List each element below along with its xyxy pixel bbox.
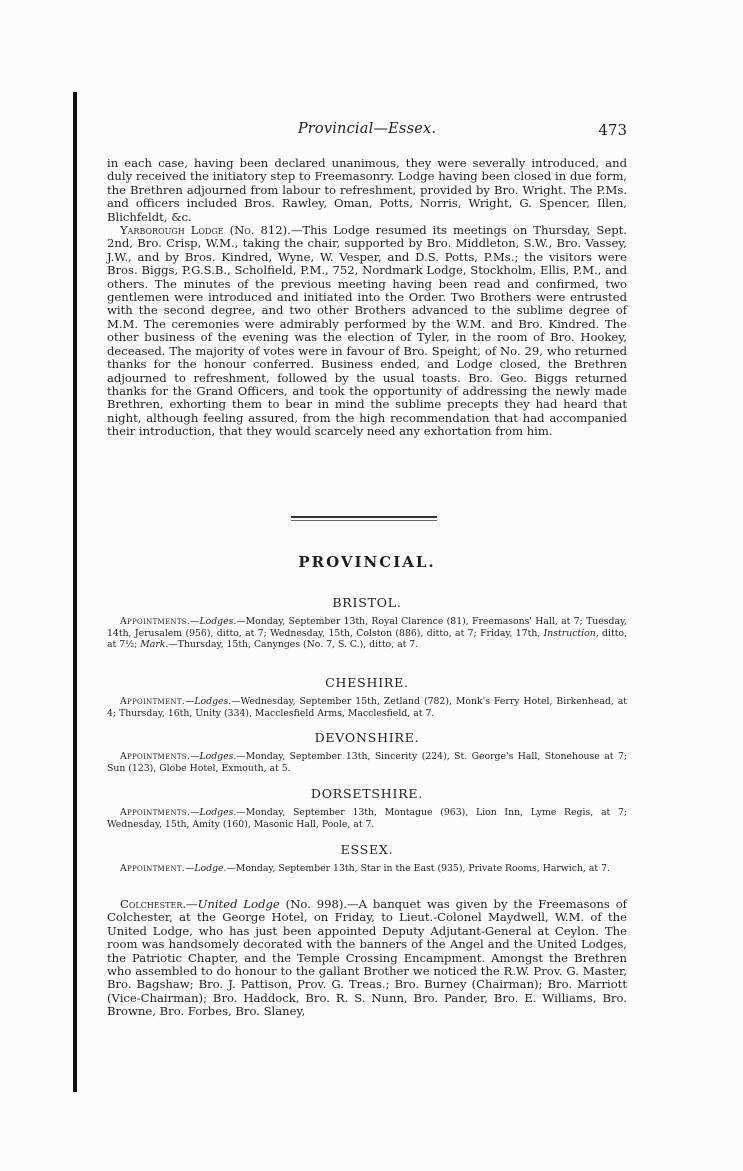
appointments-body: —Wednesday, September 15th, Zetland (782), Monk's Ferry Hotel, Birkenhead, at 4; Thursday, 16th, Unity (334), Macclesfield Arms, Macclesfield, at 7. xyxy=(107,696,627,719)
page-header xyxy=(107,121,627,143)
lodges-label: Lodges. xyxy=(199,751,237,762)
article-body xyxy=(107,157,627,439)
appointments-text: Appointments.—Lodges.—Monday, September 13th, Sincerity (224), St. George's Hall, Stonehouse at 7; Sun (123), Globe Hotel, Exmouth, at 5. xyxy=(107,751,627,774)
paragraph-yarborough xyxy=(107,224,627,439)
colchester-text: (No. 998).—A banquet was given by the Freemasons of Colchester, at the George Hotel, on Friday, to Lieut.-Colonel Maydwell, W.M. of the United Lodge, who has just been appointed Deputy Adjutant-General at Ceylon. The room was handsomely decorated with the banners of the Angel and the United Lodges, the Patriotic Chapter, and the Temple Crossing Encampment. Amongst the Brethren who assembled to do honour to the gallant Brother we noticed the R.W. Prov. G. Master, Bro. Bagshaw; Bro. J. Pattison, Prov. G. Treas.; Bro. Burney (Chairman); Bro. Marriott (Vice-Chairman); Bro. Haddock, Bro. R. S. Nunn, Bro. Pander, Bro. E. Williams, Bro. Browne, Bro. Forbes, Bro. Slaney, xyxy=(107,897,627,1019)
appointments-body-2: ditto, at 7½; xyxy=(107,627,627,651)
appointments-label: Appointment. xyxy=(120,863,186,874)
county-heading: DEVONSHIRE. xyxy=(314,730,420,745)
lodges-label: Lodges. xyxy=(199,807,237,818)
county-bristol xyxy=(107,595,627,651)
county-heading: CHESHIRE. xyxy=(325,675,409,690)
county-essex xyxy=(107,842,627,875)
appointments-label: Appointments. xyxy=(120,751,191,762)
county-cheshire xyxy=(107,675,627,719)
instruction-label: Instruction, xyxy=(543,627,599,639)
lodge-heading: Yarborough Lodge (No. 812). xyxy=(120,223,291,238)
appointments-body-3: —Thursday, 15th, Canynges (No. 7, S. C.), ditto, at 7. xyxy=(168,639,419,651)
margin-rule xyxy=(73,92,77,1092)
county-devonshire xyxy=(107,730,627,774)
section-title: PROVINCIAL. xyxy=(298,553,436,571)
lodges-label: Lodge. xyxy=(194,863,227,874)
appointments-text: Appointments.—Lodges.—Monday, September 13th, Royal Clarence (81), Freemasons' Hall, at 7; Tuesday, 14th, Jerusalem (956), ditto, at 7; Wednesday, 15th, Colston (886), ditto, at 7; Friday, 17th, Instruction, ditto, at 7½; Mark.—Thursday, 15th, Canynges (No. 7, S. C.), ditto, at 7. xyxy=(107,616,627,651)
page-number: 473 xyxy=(598,121,627,139)
appointments-body: —Monday, September 13th, Montague (963), Lion Inn, Lyme Regis, at 7; Wednesday, 15th, Amity (160), Masonic Hall, Poole, at 7. xyxy=(107,807,627,830)
appointments-label: Appointments. xyxy=(120,616,191,627)
appointments-label: Appointment. xyxy=(120,696,186,707)
united-lodge-label: United Lodge xyxy=(197,897,280,911)
colchester-heading: Colchester. xyxy=(120,897,187,911)
county-heading: DORSETSHIRE. xyxy=(310,786,424,801)
paragraph-text: —This Lodge resumed its meetings on Thursday, Sept. 2nd, Bro. Crisp, W.M., taking the chair, supported by Bro. Middleton, S.W., Bro. Vassey, J.W., and by Bros. Kindred, Wyne, W. Vesper, and D.S. Potts, P.Ms.; the visitors were Bros. Biggs, P.G.S.B., Scholfield, P.M., 752, Nordmark Lodge, Stockholm, Ellis, P.M., and others. The minutes of the previous meeting having been read and confirmed, two gentlemen were introduced and initiated into the Order. Two Brothers were entrusted with the second degree, and two other Brothers advanced to the sublime degree of M.M. The ceremonies were admirably performed by the W.M. and Bro. Kindred. The other business of the evening was the election of Tyler, in the room of Bro. Hookey, deceased. The majority of votes were in favour of Bro. Speight, of No. 29, who returned thanks for the honour conferred. Business ended, and Lodge closed, the Brethren adjourned to refreshment, followed by the usual toasts. Bro. Geo. Biggs returned thanks for the Grand Officers, and took the opportunity of addressing the newly made Brethren, exhorting them to bear in mind the sublime precepts they had heard that night, although feeling assured, from the high recommendation that had accompanied their introduction, that they would scarcely need any exhortation from him. xyxy=(107,223,627,439)
appointments-body: —Monday, September 13th, Star in the East (935), Private Rooms, Harwich, at 7. xyxy=(226,863,610,874)
appointments-text: Appointments.—Lodges.—Monday, September 13th, Montague (963), Lion Inn, Lyme Regis, at 7; Wednesday, 15th, Amity (160), Masonic Hall, Poole, at 7. xyxy=(107,807,627,830)
appointments-text: Appointment.—Lodge.—Monday, September 13th, Star in the East (935), Private Rooms, Harwich, at 7. xyxy=(120,863,610,874)
running-title: Provincial—Essex. xyxy=(297,121,437,137)
county-heading: BRISTOL. xyxy=(332,595,402,610)
section-divider xyxy=(291,516,437,521)
county-dorsetshire xyxy=(107,786,627,830)
paragraph-colchester: Colchester.—United Lodge (No. 998).—A banquet was given by the Freemasons of Colchester, at the George Hotel, on Friday, to Lieut.-Colonel Maydwell, W.M. of the United Lodge, who has just been appointed Deputy Adjutant-General at Ceylon. The room was handsomely decorated with the banners of the Angel and the United Lodges, the Patriotic Chapter, and the Temple Crossing Encampment. Amongst the Brethren who assembled to do honour to the gallant Brother we noticed the R.W. Prov. G. Master, Bro. Bagshaw; Bro. J. Pattison, Prov. G. Treas.; Bro. Burney (Chairman); Bro. Marriott (Vice-Chairman); Bro. Haddock, Bro. R. S. Nunn, Bro. Pander, Bro. E. Williams, Bro. Browne, Bro. Forbes, Bro. Slaney, xyxy=(107,897,627,1019)
lodges-label: Lodges. xyxy=(194,696,232,707)
mark-label: Mark. xyxy=(140,639,169,651)
appointments-body: —Monday, September 13th, Royal Clarence (81), Freemasons' Hall, at 7; Tuesday, 14th, Jerusalem (956), ditto, at 7; Wednesday, 15th, Colston (886), ditto, at 7; Friday, 17th, xyxy=(107,616,627,639)
paragraph-continued: in each case, having been declared unanimous, they were severally introduced, and duly received the initiatory step to Freemasonry. Lodge having been closed in due form, the Brethren adjourned from labour to refreshment, provided by Bro. Wright. The P.Ms. and officers included Bros. Rawley, Oman, Potts, Norris, Wright, G. Spencer, Illen, Blichfeldt, &c. xyxy=(107,156,627,224)
county-heading: ESSEX. xyxy=(340,842,394,857)
appointments-text: Appointment.—Lodges.—Wednesday, September 15th, Zetland (782), Monk's Ferry Hotel, Birkenhead, at 4; Thursday, 16th, Unity (334), Macclesfield Arms, Macclesfield, at 7. xyxy=(107,696,627,719)
appointments-label: Appointments. xyxy=(120,807,191,818)
appointments-body: —Monday, September 13th, Sincerity (224), St. George's Hall, Stonehouse at 7; Sun (123), Globe Hotel, Exmouth, at 5. xyxy=(107,751,627,774)
lodges-label: Lodges. xyxy=(199,616,237,627)
